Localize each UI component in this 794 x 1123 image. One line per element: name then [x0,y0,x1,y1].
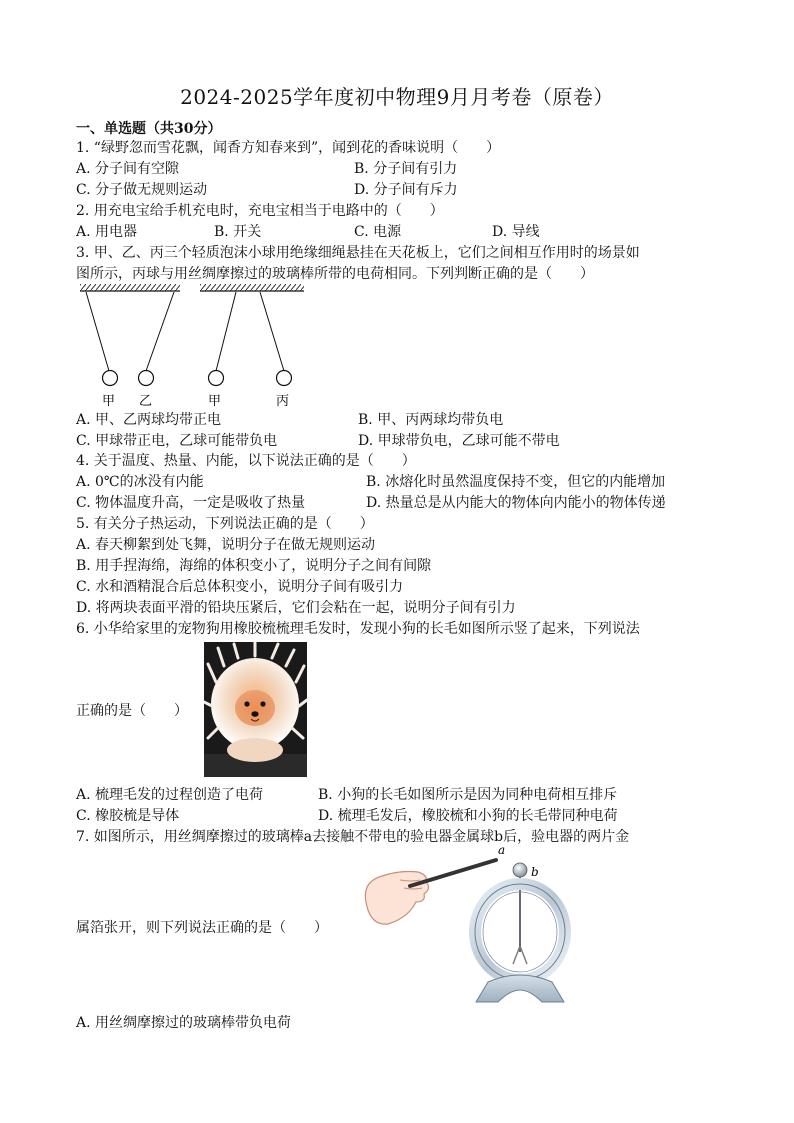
label-b: b [531,865,539,879]
label-a: a [498,843,506,857]
question-5-option-b[interactable]: B. 用手捏海绵，海绵的体积变小了，说明分子之间有间隙 [76,558,432,574]
question-3-option-d[interactable]: D. 甲球带负电，乙球可能不带电 [358,433,560,449]
question-6-stem-line-2: 正确的是（ ） [76,703,188,719]
question-6-stem-line-1: 6. 小华给家里的宠物狗用橡胶梳梳理毛发时，发现小狗的长毛如图所示竖了起来，下列说法 [76,621,640,637]
question-2-option-c[interactable]: C. 电源 [354,224,402,240]
question-6-option-a[interactable]: A. 梳理毛发的过程创造了电荷 [76,787,264,803]
question-3-stem-line-2: 图所示，丙球与用丝绸摩擦过的玻璃棒所带的电荷相同。下列判断正确的是（ ） [76,266,594,282]
exam-title: 2024-2025学年度初中物理9月月考卷（原卷） [180,85,614,109]
question-7-stem-line-1: 7. 如图所示，用丝绸摩擦过的玻璃棒a去接触不带电的验电器金属球b后，验电器的两片金 [76,829,630,845]
question-2-option-b[interactable]: B. 开关 [214,224,262,240]
question-4-option-d[interactable]: D. 热量总是从内能大的物体向内能小的物体传递 [366,495,666,511]
question-7-option-a[interactable]: A. 用丝绸摩擦过的玻璃棒带负电荷 [76,1015,292,1031]
question-3-option-c[interactable]: C. 甲球带正电，乙球可能带负电 [76,433,278,449]
string-left-jia [86,292,109,371]
question-3-stem-line-1: 3. 甲、乙、丙三个轻质泡沫小球用绝缘细绳悬挂在天花板上，它们之间相互作用时的场景如 [76,245,640,261]
question-6-option-d[interactable]: D. 梳理毛发后，橡胶梳和小狗的长毛带同种电荷 [318,808,618,824]
ball-jia-left [103,371,118,386]
ball-yi [139,371,154,386]
label-jia-left: 甲 [102,394,116,409]
question-2-option-a[interactable]: A. 用电器 [76,224,138,240]
ceiling-left [80,284,180,291]
question-5-option-c[interactable]: C. 水和酒精混合后总体积变小，说明分子间有吸引力 [76,579,404,595]
ball-jia-right [209,371,224,386]
question-6-option-b[interactable]: B. 小狗的长毛如图所示是因为同种电荷相互排斥 [318,787,618,803]
question-4-option-c[interactable]: C. 物体温度升高，一定是吸收了热量 [76,495,306,511]
hand-holding-rod [365,872,428,925]
fluffy-dog-photo [204,642,307,777]
question-4-stem: 4. 关于温度、热量、内能，以下说法正确的是（ ） [76,453,416,469]
ceiling-right [200,284,304,291]
string-right-jia [216,292,236,371]
question-2-stem: 2. 用充电宝给手机充电时，充电宝相当于电路中的（ ） [76,203,444,219]
question-4-option-a[interactable]: A. 0℃的冰没有内能 [76,474,204,490]
glass-rod-a [410,860,496,886]
question-2-option-d[interactable]: D. 导线 [492,224,540,240]
electroscope-figure [360,842,590,1010]
question-7-stem-line-2: 属箔张开，则下列说法正确的是（ ） [76,920,328,936]
question-1-option-c[interactable]: C. 分子做无规则运动 [76,182,208,198]
ball-bing [277,371,292,386]
section-heading: 一、单选题（共30分） [76,121,222,137]
electroscope [475,863,565,1002]
question-5-stem: 5. 有关分子热运动，下列说法正确的是（ ） [76,516,374,532]
question-1-option-b[interactable]: B. 分子间有引力 [354,161,458,177]
label-bing: 丙 [276,394,290,409]
label-jia-right: 甲 [208,394,222,409]
string-left-yi [146,292,174,371]
dog-face [235,690,275,726]
question-3-option-b[interactable]: B. 甲、丙两球均带负电 [358,412,504,428]
string-right-bing [260,292,284,371]
question-1-stem: 1. “绿野忽而雪花飘，闻香方知春来到”，闻到花的香味说明（ ） [76,140,501,156]
question-4-option-b[interactable]: B. 冰熔化时虽然温度保持不变，但它的内能增加 [366,474,666,490]
question-5-option-a[interactable]: A. 春天柳絮到处飞舞，说明分子在做无规则运动 [76,537,376,553]
question-1-option-d[interactable]: D. 分子间有斥力 [354,182,458,198]
question-1-option-a[interactable]: A. 分子间有空隙 [76,161,180,177]
question-3-option-a[interactable]: A. 甲、乙两球均带正电 [76,412,222,428]
question-5-option-d[interactable]: D. 将两块表面平滑的铅块压紧后，它们会粘在一起，说明分子间有引力 [76,600,516,616]
question-6-option-c[interactable]: C. 橡胶梳是导体 [76,808,180,824]
pendulum-balls-figure [76,284,316,410]
label-yi: 乙 [139,394,153,409]
